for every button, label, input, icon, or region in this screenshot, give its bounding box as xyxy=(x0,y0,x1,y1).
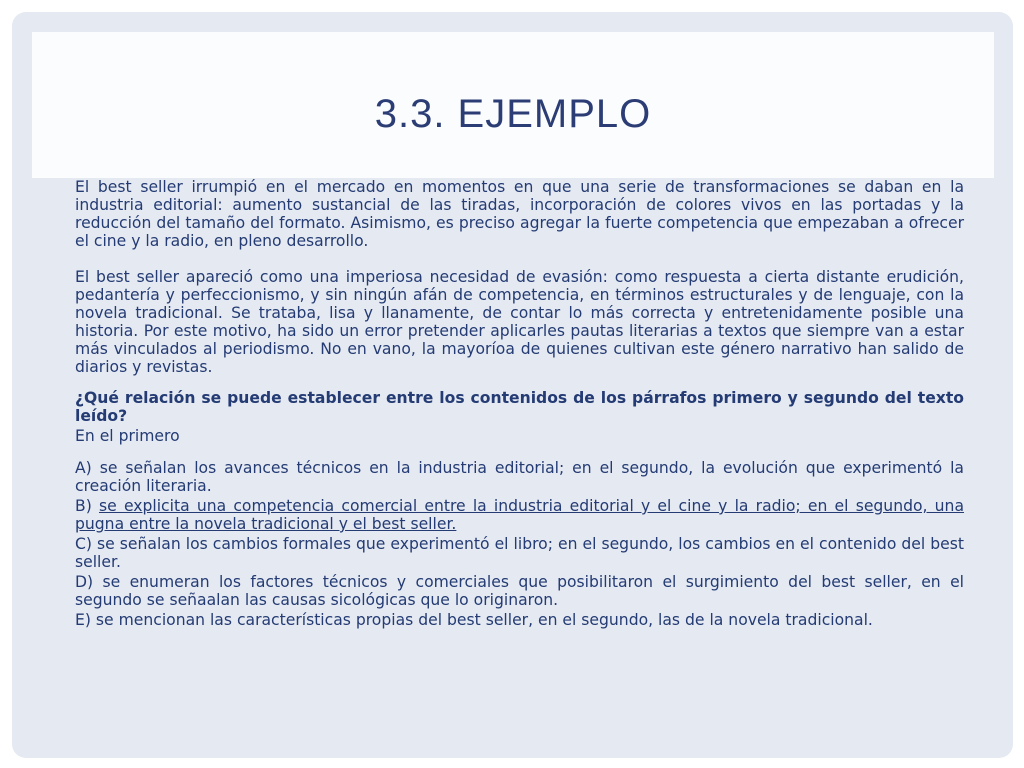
option-letter: E) xyxy=(75,611,91,629)
option-text: se enumeran los factores técnicos y comerciales que posibilitaron el surgimiento del best seller, en el segundo se señaalan las causas sicológicas que lo originaron. xyxy=(75,573,964,609)
question-lead: En el primero xyxy=(75,427,180,445)
title-box xyxy=(32,32,994,178)
option-letter: A) xyxy=(75,459,92,477)
slide-title: 3.3. EJEMPLO xyxy=(374,92,652,136)
option-text: se mencionan las características propias del best seller, en el segundo, las de la novela tradicional. xyxy=(95,611,873,629)
option-e xyxy=(75,611,964,629)
option-d xyxy=(75,573,964,609)
option-b xyxy=(75,497,964,533)
option-a xyxy=(75,459,964,495)
option-letter: C) xyxy=(75,535,92,553)
option-c xyxy=(75,535,964,571)
option-text: se señalan los avances técnicos en la industria editorial; en el segundo, la evolución que experimentó la creación literaria. xyxy=(75,459,964,495)
paragraph-1: El best seller irrumpió en el mercado en momentos en que una serie de transformaciones se daban en la industria editorial: aumento sustancial de las tiradas, incorporación de colores vivos en las portadas y la reducción del tamaño del formato. Asimismo, es preciso agregar la fuerte competencia que empezaban a ofrecer el cine y la radio, en pleno desarrollo. xyxy=(75,178,964,250)
slide xyxy=(12,12,1013,758)
answer-options xyxy=(75,459,964,629)
option-text-correct: se explicita una competencia comercial entre la industria editorial y el cine y la radio; en el segundo, una pugna entre la novela tradicional y el best seller. xyxy=(75,497,964,533)
question: ¿Qué relación se puede establecer entre los contenidos de los párrafos primero y segundo del texto leído? xyxy=(75,389,964,425)
option-letter: D) xyxy=(75,573,94,591)
slide-content xyxy=(75,178,964,631)
option-letter: B) xyxy=(75,497,92,515)
option-text: se señalan los cambios formales que experimentó el libro; en el segundo, los cambios en el contenido del best seller. xyxy=(75,535,964,571)
paragraph-2: El best seller apareció como una imperiosa necesidad de evasión: como respuesta a cierta distante erudición, pedantería y perfeccionismo, y sin ningún afán de competencia, en términos estructurales y de lenguaje, con la novela tradicional. Se trataba, lisa y llanamente, de contar lo más correcta y entretenidamente posible una historia. Por este motivo, ha sido un error pretender aplicarles pautas literarias a textos que siempre van a estar más vinculados al periodismo. No en vano, la mayoríoa de quienes cultivan este género narrativo han salido de diarios y revistas. xyxy=(75,268,964,376)
